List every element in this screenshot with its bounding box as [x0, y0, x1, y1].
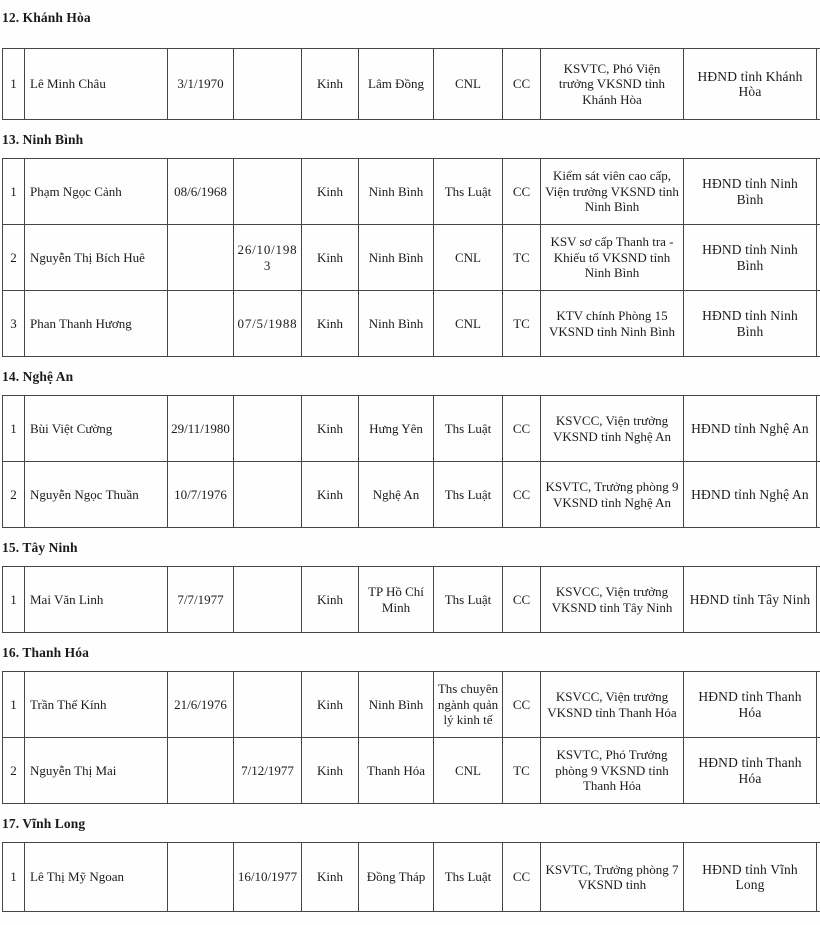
- cell-hometown: TP Hồ Chí Minh: [359, 567, 434, 633]
- cell-education: [434, 396, 503, 462]
- cell-name: Phan Thanh Hương: [25, 291, 168, 357]
- cell-dob-female: 26/10/1983: [234, 225, 302, 291]
- cell-dob-female: 7/12/1977: [234, 738, 302, 804]
- candidates-table: [2, 48, 820, 120]
- cell-position: KTV chính Phòng 15 VKSND tỉnh Ninh Bình: [541, 291, 684, 357]
- candidate-row: [3, 462, 820, 528]
- cell-index: 1: [3, 49, 25, 120]
- candidate-row: [3, 159, 820, 225]
- cell-dob-male: [168, 291, 234, 357]
- cell-delegate: HĐND tỉnh Thanh Hóa: [684, 672, 817, 738]
- candidate-row: [3, 567, 820, 633]
- province-heading: 15. Tây Ninh: [2, 540, 78, 555]
- cell-education-text: Ths Luật: [444, 183, 492, 199]
- cell-dob-male: [168, 738, 234, 804]
- cell-dob-female: 16/10/1977: [234, 843, 302, 912]
- cell-dob-male: 7/7/1977: [168, 567, 234, 633]
- cell-index: 1: [3, 567, 25, 633]
- cell-dob-male: [168, 225, 234, 291]
- cell-clipped-edge: [817, 159, 820, 225]
- cell-name: Lê Thị Mỹ Ngoan: [25, 843, 168, 912]
- cell-dob-female: [234, 49, 302, 120]
- cell-ethnicity: Kinh: [302, 672, 359, 738]
- province-section: [2, 645, 820, 804]
- cell-position: KSVCC, Viện trưởng VKSND tỉnh Nghệ An: [541, 396, 684, 462]
- cell-position: Kiểm sát viên cao cấp, Viện trưởng VKSND tỉnh Ninh Bình: [541, 159, 684, 225]
- document-body: [2, 10, 820, 924]
- province-heading: 16. Thanh Hóa: [2, 645, 89, 660]
- cell-grade: CC: [503, 159, 541, 225]
- cell-delegate: HĐND tỉnh Vĩnh Long: [684, 843, 817, 912]
- cell-ethnicity: Kinh: [302, 396, 359, 462]
- cell-index: 2: [3, 738, 25, 804]
- cell-ethnicity: Kinh: [302, 49, 359, 120]
- candidate-row: [3, 738, 820, 804]
- cell-delegate: HĐND tỉnh Nghệ An: [684, 462, 817, 528]
- cell-name: Nguyễn Thị Mai: [25, 738, 168, 804]
- cell-grade: CC: [503, 672, 541, 738]
- cell-index: 2: [3, 225, 25, 291]
- cell-index: 1: [3, 396, 25, 462]
- cell-hometown: Ninh Bình: [359, 159, 434, 225]
- cell-clipped-edge: [817, 225, 820, 291]
- cell-clipped-edge: [817, 291, 820, 357]
- candidate-row: [3, 291, 820, 357]
- cell-grade: TC: [503, 291, 541, 357]
- candidates-table: [2, 395, 820, 528]
- cell-clipped-edge: [817, 738, 820, 804]
- candidate-row: [3, 396, 820, 462]
- cell-education: [434, 291, 503, 357]
- cell-education: [434, 843, 503, 912]
- cell-index: 1: [3, 672, 25, 738]
- cell-name: Phạm Ngọc Cảnh: [25, 159, 168, 225]
- cell-grade: CC: [503, 396, 541, 462]
- province-section: [2, 369, 820, 528]
- candidates-tbody: [3, 672, 820, 804]
- cell-index: 1: [3, 843, 25, 912]
- cell-clipped-edge: [817, 462, 820, 528]
- cell-ethnicity: Kinh: [302, 291, 359, 357]
- cell-delegate: HĐND tỉnh Ninh Bình: [684, 159, 817, 225]
- cell-clipped-edge: [817, 396, 820, 462]
- cell-dob-male: 10/7/1976: [168, 462, 234, 528]
- cell-education-text: CNL: [455, 762, 481, 778]
- cell-index: 2: [3, 462, 25, 528]
- candidate-row: [3, 49, 820, 120]
- cell-hometown: Lâm Đồng: [359, 49, 434, 120]
- candidate-row: [3, 225, 820, 291]
- cell-clipped-edge: [817, 567, 820, 633]
- cell-dob-male: 21/6/1976: [168, 672, 234, 738]
- cell-clipped-edge: [817, 843, 820, 912]
- cell-education-text: CNL: [455, 249, 481, 265]
- cell-ethnicity: Kinh: [302, 567, 359, 633]
- cell-delegate: HĐND tỉnh Ninh Bình: [684, 291, 817, 357]
- candidates-tbody: [3, 49, 820, 120]
- candidates-table: [2, 842, 820, 912]
- province-heading: 12. Khánh Hòa: [2, 10, 91, 25]
- candidates-tbody: [3, 843, 820, 912]
- cell-dob-female: [234, 567, 302, 633]
- cell-position: KSVCC, Viện trưởng VKSND tỉnh Thanh Hóa: [541, 672, 684, 738]
- cell-education-text: Ths Luật: [444, 420, 492, 436]
- cell-name: Nguyễn Thị Bích Huê: [25, 225, 168, 291]
- cell-dob-male: [168, 843, 234, 912]
- candidate-row: [3, 672, 820, 738]
- cell-education: [434, 672, 503, 738]
- cell-name: Lê Minh Châu: [25, 49, 168, 120]
- cell-dob-male: 3/1/1970: [168, 49, 234, 120]
- candidate-row: [3, 843, 820, 912]
- cell-clipped-edge: [817, 672, 820, 738]
- province-section: [2, 10, 820, 120]
- cell-delegate: HĐND tỉnh Tây Ninh: [684, 567, 817, 633]
- cell-index: 1: [3, 159, 25, 225]
- cell-hometown: Đồng Tháp: [359, 843, 434, 912]
- cell-name: Nguyễn Ngọc Thuần: [25, 462, 168, 528]
- cell-education-text: Ths Luật: [444, 486, 492, 502]
- province-heading: 17. Vĩnh Long: [2, 816, 86, 831]
- cell-grade: TC: [503, 738, 541, 804]
- cell-hometown: Nghệ An: [359, 462, 434, 528]
- cell-education-text: Ths Luật: [444, 869, 492, 885]
- cell-name: Mai Văn Linh: [25, 567, 168, 633]
- province-section: [2, 540, 820, 633]
- cell-dob-female: [234, 672, 302, 738]
- cell-education: [434, 159, 503, 225]
- cell-education-text: Ths chuyên ngành quản lý kinh tế: [437, 681, 499, 728]
- cell-education: [434, 225, 503, 291]
- cell-grade: TC: [503, 225, 541, 291]
- cell-delegate: HĐND tỉnh Khánh Hòa: [684, 49, 817, 120]
- province-heading: 13. Ninh Bình: [2, 132, 84, 147]
- cell-education: [434, 738, 503, 804]
- cell-education-text: CNL: [455, 315, 481, 331]
- cell-education: [434, 462, 503, 528]
- province-section: [2, 816, 820, 912]
- cell-grade: CC: [503, 462, 541, 528]
- cell-hometown: Ninh Bình: [359, 672, 434, 738]
- cell-position: KSVTC, Trưởng phòng 9 VKSND tỉnh Nghệ An: [541, 462, 684, 528]
- candidates-table: [2, 566, 820, 633]
- candidates-table: [2, 158, 820, 357]
- cell-education: [434, 49, 503, 120]
- candidates-table: [2, 671, 820, 804]
- candidates-tbody: [3, 396, 820, 528]
- cell-ethnicity: Kinh: [302, 843, 359, 912]
- cell-education-text: Ths Luật: [444, 591, 492, 607]
- cell-hometown: Ninh Bình: [359, 291, 434, 357]
- cell-position: KSVTC, Phó Trưởng phòng 9 VKSND tỉnh Thanh Hóa: [541, 738, 684, 804]
- cell-ethnicity: Kinh: [302, 225, 359, 291]
- cell-name: Bùi Việt Cường: [25, 396, 168, 462]
- cell-hometown: Hưng Yên: [359, 396, 434, 462]
- cell-delegate: HĐND tỉnh Ninh Bình: [684, 225, 817, 291]
- cell-position: KSVTC, Phó Viện trưởng VKSND tỉnh Khánh Hòa: [541, 49, 684, 120]
- cell-grade: CC: [503, 49, 541, 120]
- cell-hometown: Ninh Bình: [359, 225, 434, 291]
- cell-dob-female: 07/5/1988: [234, 291, 302, 357]
- province-heading: 14. Nghệ An: [2, 369, 74, 384]
- candidates-tbody: [3, 159, 820, 357]
- cell-dob-male: 29/11/1980: [168, 396, 234, 462]
- cell-ethnicity: Kinh: [302, 462, 359, 528]
- cell-education: [434, 567, 503, 633]
- cell-dob-female: [234, 396, 302, 462]
- cell-delegate: HĐND tỉnh Thanh Hóa: [684, 738, 817, 804]
- cell-clipped-edge: [817, 49, 820, 120]
- cell-dob-male: 08/6/1968: [168, 159, 234, 225]
- cell-position: KSV sơ cấp Thanh tra - Khiếu tố VKSND tỉnh Ninh Bình: [541, 225, 684, 291]
- cell-dob-female: [234, 462, 302, 528]
- cell-position: KSVCC, Viện trưởng VKSND tỉnh Tây Ninh: [541, 567, 684, 633]
- cell-hometown: Thanh Hóa: [359, 738, 434, 804]
- cell-delegate: HĐND tỉnh Nghệ An: [684, 396, 817, 462]
- cell-education-text: CNL: [455, 76, 481, 92]
- cell-dob-female: [234, 159, 302, 225]
- cell-grade: CC: [503, 843, 541, 912]
- cell-ethnicity: Kinh: [302, 738, 359, 804]
- cell-position: KSVTC, Trưởng phòng 7 VKSND tỉnh: [541, 843, 684, 912]
- candidates-tbody: [3, 567, 820, 633]
- province-section: [2, 132, 820, 357]
- cell-ethnicity: Kinh: [302, 159, 359, 225]
- cell-grade: CC: [503, 567, 541, 633]
- cell-name: Trần Thế Kính: [25, 672, 168, 738]
- cell-index: 3: [3, 291, 25, 357]
